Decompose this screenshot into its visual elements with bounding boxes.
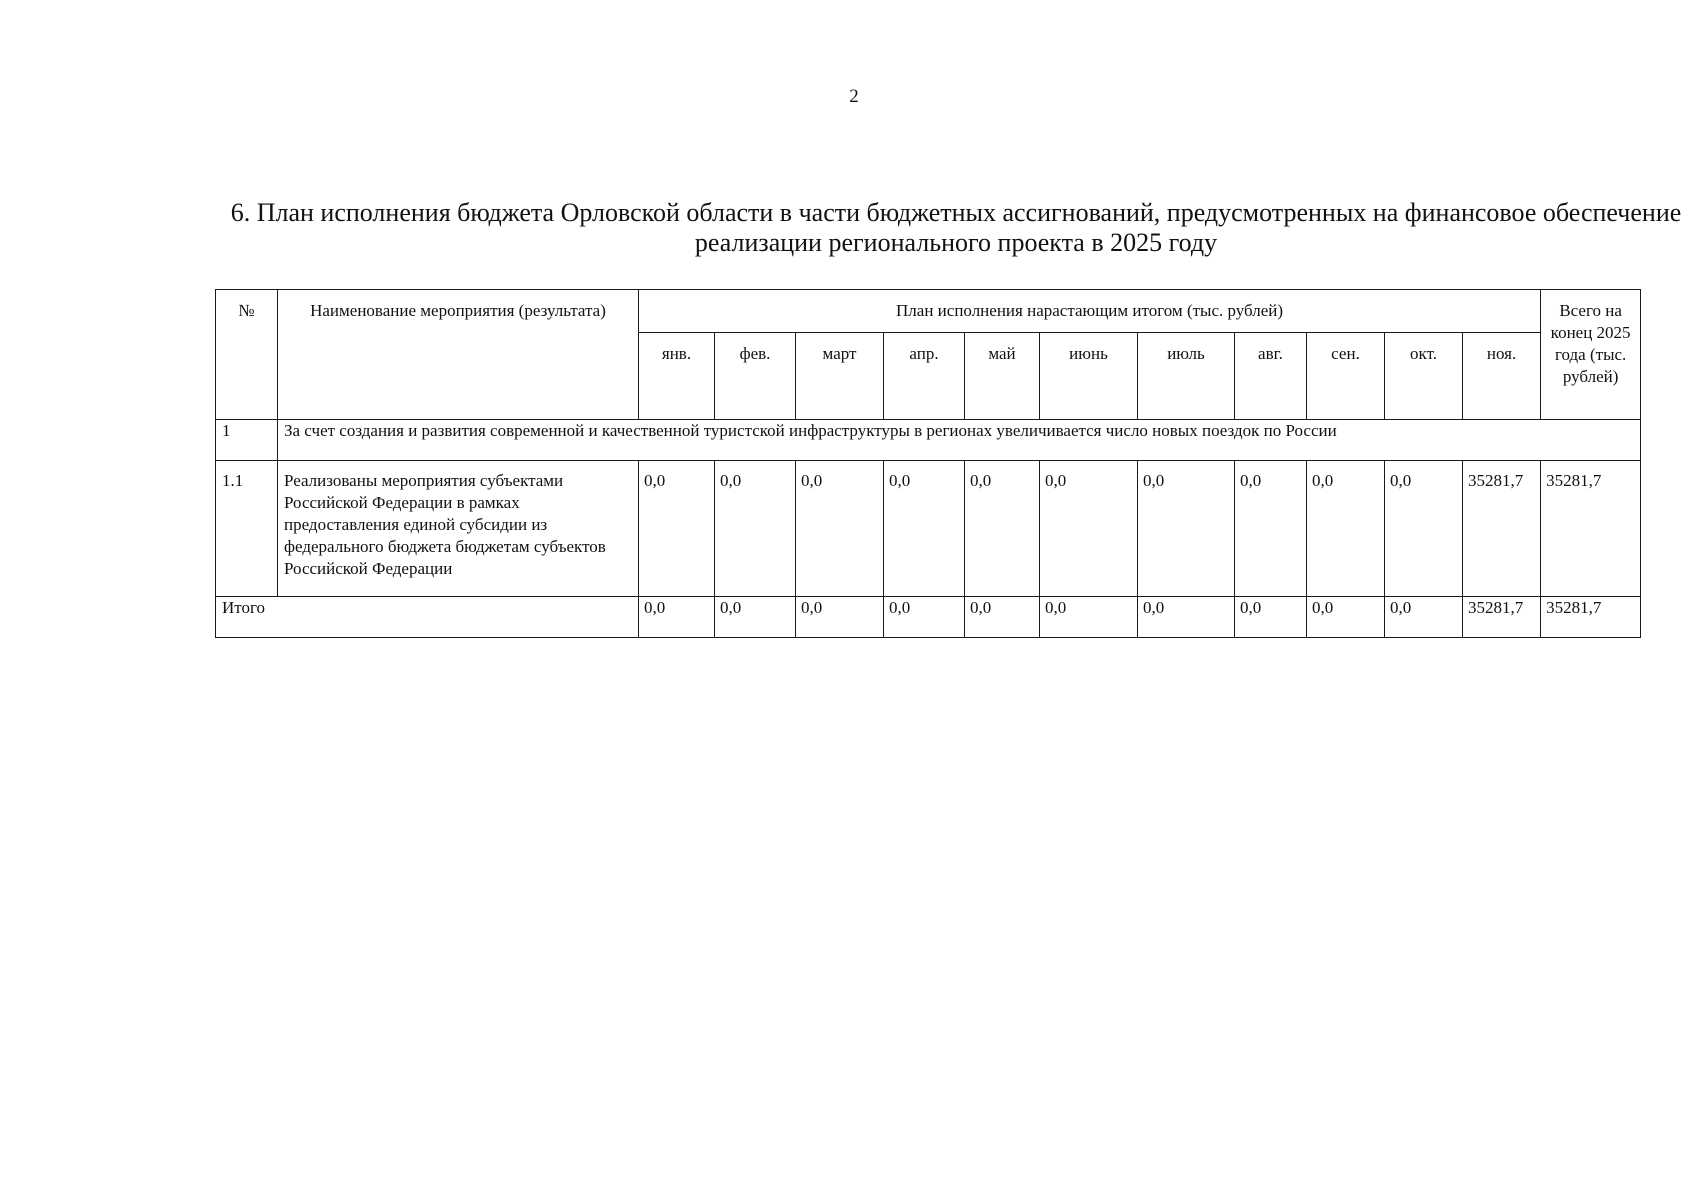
item-number: 1.1 — [216, 461, 278, 597]
item-value-cell: 0,0 — [1138, 461, 1235, 597]
task-row — [216, 420, 1641, 461]
header-month: авг. — [1235, 333, 1307, 420]
header-month: окт. — [1385, 333, 1463, 420]
header-month: июнь — [1040, 333, 1138, 420]
header-row-1 — [216, 290, 1641, 333]
item-value-cell: 0,0 — [1307, 461, 1385, 597]
grand-total-cell: 35281,7 — [1541, 597, 1641, 638]
total-value-cell: 0,0 — [1235, 597, 1307, 638]
total-value-cell: 0,0 — [715, 597, 796, 638]
header-month: ноя. — [1463, 333, 1541, 420]
header-month: март — [796, 333, 884, 420]
total-value-cell: 0,0 — [796, 597, 884, 638]
item-value-cell: 0,0 — [715, 461, 796, 597]
item-row — [216, 461, 1641, 597]
item-value-cell: 0,0 — [1040, 461, 1138, 597]
item-value-cell: 0,0 — [1385, 461, 1463, 597]
header-month: апр. — [884, 333, 965, 420]
document-title: 6. План исполнения бюджета Орловской области в части бюджетных ассигнований, предусмотренных на финансовое обеспечение реализации регионального проекта в 2025 году — [230, 198, 1682, 257]
total-value-cell: 0,0 — [1138, 597, 1235, 638]
total-value-cell: 0,0 — [1040, 597, 1138, 638]
header-month: май — [965, 333, 1040, 420]
total-value-cell: 0,0 — [884, 597, 965, 638]
task-description: За счет создания и развития современной и качественной туристской инфраструктуры в регионах увеличивается число новых поездок по России — [278, 420, 1641, 461]
header-number: № — [216, 290, 278, 420]
page-number: 2 — [849, 86, 859, 107]
header-name: Наименование мероприятия (результата) — [278, 290, 639, 420]
budget-plan-table — [215, 289, 1641, 638]
header-month: янв. — [639, 333, 715, 420]
header-month: фев. — [715, 333, 796, 420]
item-total-cell: 35281,7 — [1541, 461, 1641, 597]
total-value-cell: 0,0 — [1385, 597, 1463, 638]
header-total: Всего на конец 2025 года (тыс. рублей) — [1541, 290, 1641, 420]
total-value-cell: 35281,7 — [1463, 597, 1541, 638]
header-month: июль — [1138, 333, 1235, 420]
item-value-cell: 0,0 — [1235, 461, 1307, 597]
header-month: сен. — [1307, 333, 1385, 420]
item-value-cell: 0,0 — [965, 461, 1040, 597]
item-value-cell: 0,0 — [639, 461, 715, 597]
item-value-cell: 0,0 — [884, 461, 965, 597]
total-value-cell: 0,0 — [639, 597, 715, 638]
total-label: Итого — [216, 597, 639, 638]
total-row — [216, 597, 1641, 638]
total-value-cell: 0,0 — [1307, 597, 1385, 638]
task-number: 1 — [216, 420, 278, 461]
item-name: Реализованы мероприятия субъектами Российской Федерации в рамках предоставления единой субсидии из федерального бюджета бюджетам субъектов Российской Федерации — [278, 461, 639, 597]
item-value-cell: 35281,7 — [1463, 461, 1541, 597]
item-value-cell: 0,0 — [796, 461, 884, 597]
header-plan: План исполнения нарастающим итогом (тыс. рублей) — [639, 290, 1541, 333]
total-value-cell: 0,0 — [965, 597, 1040, 638]
